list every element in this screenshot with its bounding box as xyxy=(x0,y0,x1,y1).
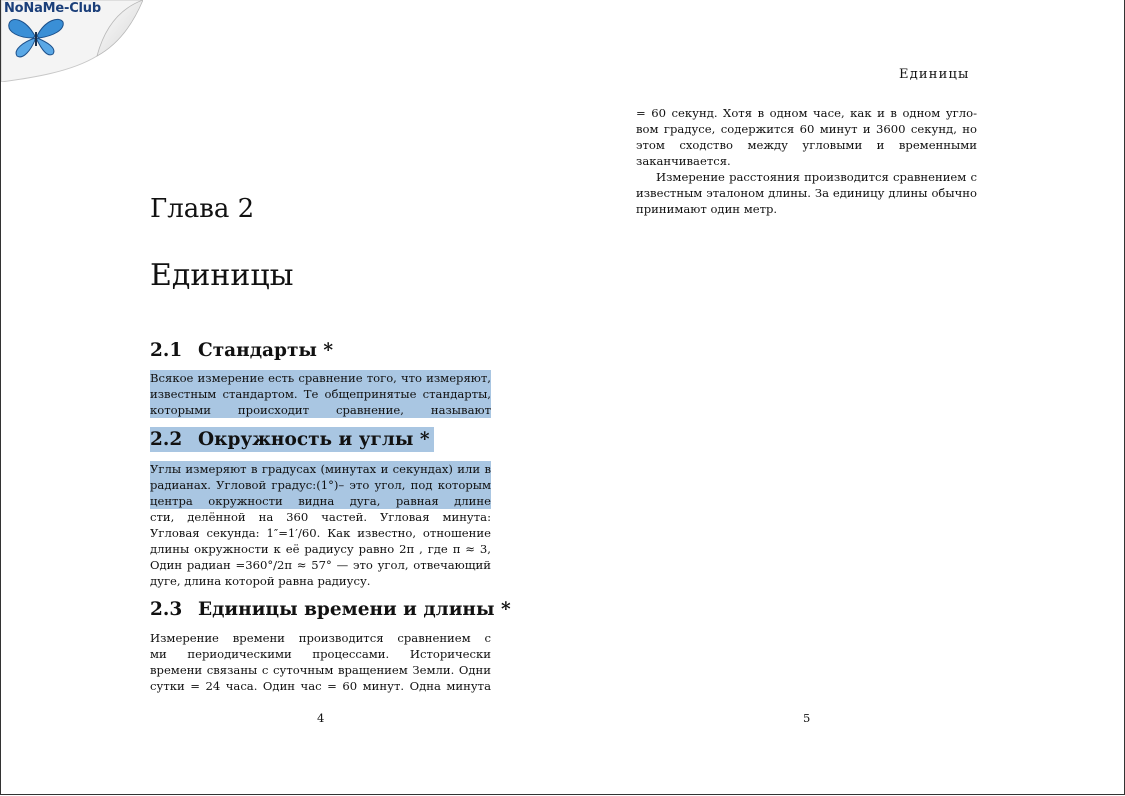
text-line: известным стандартом. Те общепринятые стандарты, xyxy=(150,387,491,401)
text-line: ми периодическими процессами. Исторически xyxy=(150,647,491,661)
text-line: известным эталоном длины. За единицу длины обычно xyxy=(636,186,977,200)
page-left xyxy=(1,0,561,794)
page-number: 4 xyxy=(317,711,325,725)
section-number: 2.1 xyxy=(150,340,183,361)
text-line: длины окружности к её радиусу равно 2π , где π ≈ 3, xyxy=(150,542,491,556)
paragraph-length xyxy=(636,169,977,217)
text-line: заканчивается. xyxy=(636,154,731,168)
paragraph-angles xyxy=(150,461,491,589)
text-line: времени связаны с суточным вращением Земли. Одни xyxy=(150,663,491,677)
section-number: 2.2 xyxy=(150,429,183,450)
text-line: вом градусе, содержится 60 минут и 3600 секунд, но xyxy=(636,122,977,136)
text-line: Измерение расстояния производится сравнением с xyxy=(656,170,977,184)
section-number: 2.3 xyxy=(150,599,183,620)
section-title: Стандарты * xyxy=(198,340,334,361)
section-heading xyxy=(150,339,333,363)
section-title: Единицы времени и длины * xyxy=(198,599,511,620)
chapter-title: Единицы xyxy=(150,258,294,293)
text-line: центра окружности видна дуга, равная длине xyxy=(150,494,491,508)
text-line: сти, делённой на 360 частей. Угловая минута: xyxy=(150,510,491,524)
text-line: которыми происходит сравнение, называют xyxy=(150,403,491,417)
text-line: радианах. Угловой градус:(1°)– это угол, под которым xyxy=(150,478,491,492)
page-number: 5 xyxy=(803,711,811,725)
text-line: Угловая секунда: 1″=1′/60. Как известно, отношение xyxy=(150,526,491,540)
section-title: Окружность и углы * xyxy=(198,429,430,450)
text-line: принимают один метр. xyxy=(636,202,778,216)
logo-text: NoNaMe-Club xyxy=(4,1,101,16)
chapter-number: Глава 2 xyxy=(150,194,255,224)
text-line: Углы измеряют в градусах (минутах и секундах) или в xyxy=(150,462,491,476)
text-line: этом сходство между угловыми и временными xyxy=(636,138,977,152)
paragraph-time xyxy=(150,630,491,694)
section-heading xyxy=(150,428,434,452)
text-line: сутки = 24 часа. Один час = 60 минут. Одна минута xyxy=(150,679,491,693)
paragraph-standards xyxy=(150,370,491,418)
section-highlight xyxy=(150,427,434,452)
text-line: Один радиан =360°/2π ≈ 57° — это угол, отвечающий xyxy=(150,558,491,572)
section-heading xyxy=(150,598,511,622)
paragraph-time-continued xyxy=(636,105,977,169)
text-line: Измерение времени производится сравнением с xyxy=(150,631,491,645)
text-line: Всякое измерение есть сравнение того, что измеряют, xyxy=(150,371,491,385)
running-head: Единицы xyxy=(899,67,970,82)
text-line: = 60 секунд. Хотя в одном часе, как и в одном угло- xyxy=(636,106,977,120)
text-line: дуге, длина которой равна радиусу. xyxy=(150,574,371,588)
